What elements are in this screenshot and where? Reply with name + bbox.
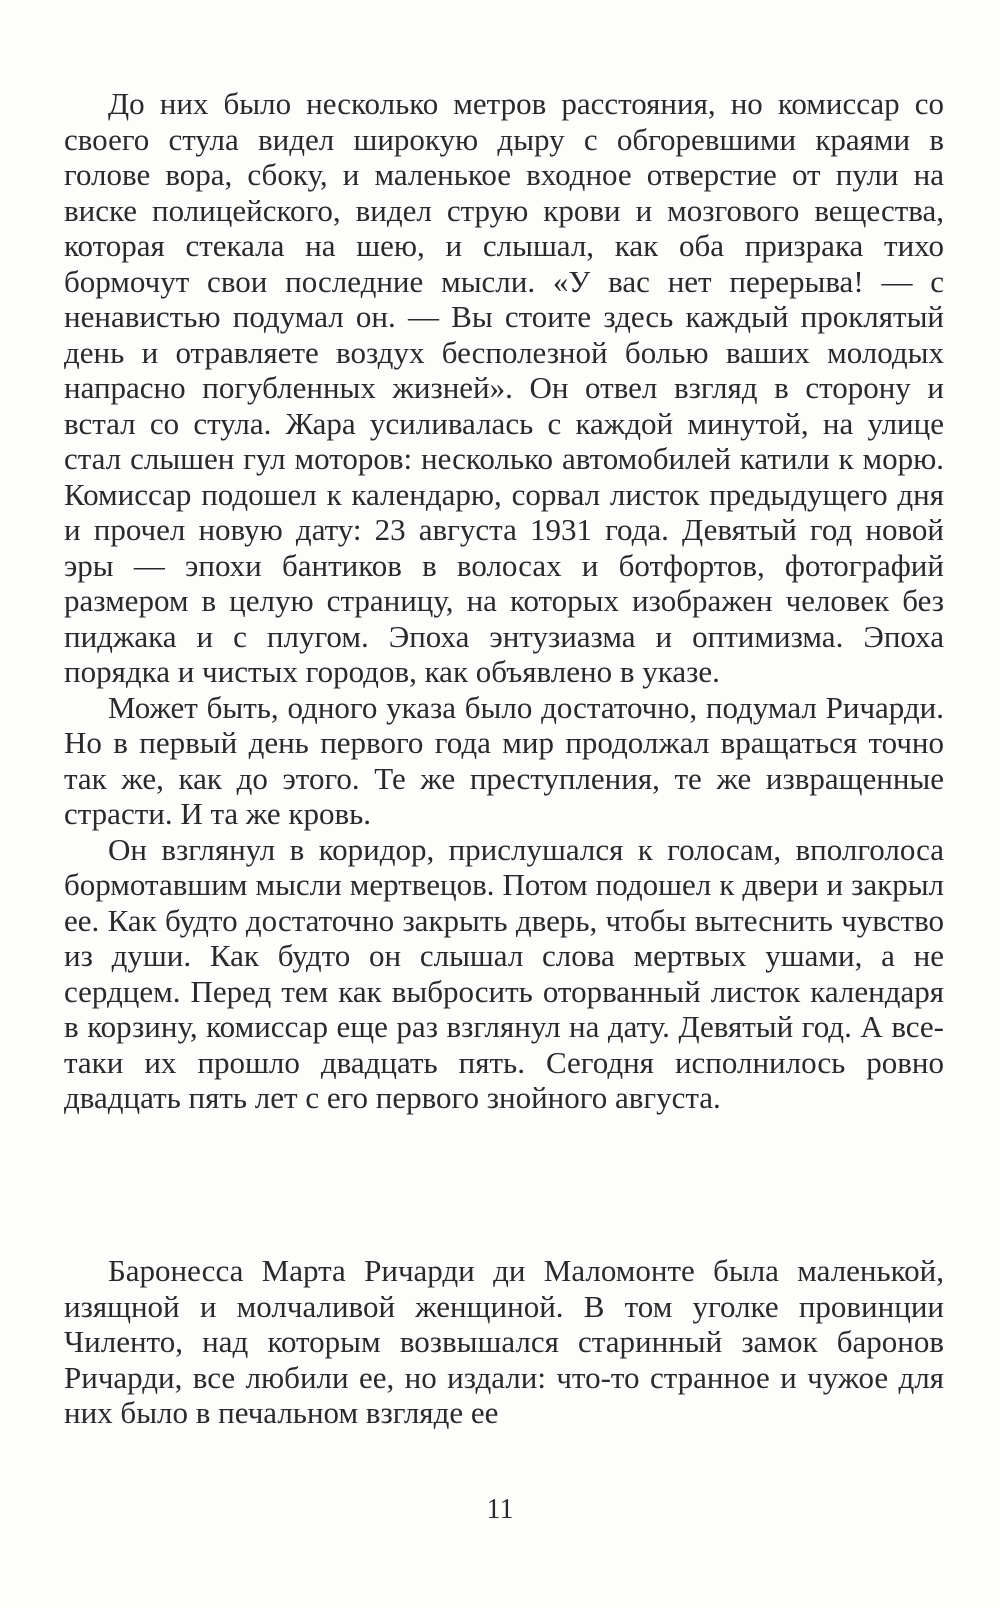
paragraph: До них было несколько метров расстояния, но комиссар со своего стула видел широкую дыру с обгоревшими краями в голове вора, сбоку, и маленькое входное отверстие от пули на виске полицейского, видел струю крови и мозгового вещества, которая стекала на шею, и слышал, как оба призрака тихо бормочут свои последние мысли. «У вас нет перерыва! — с ненавистью подумал он. — Вы стоите здесь каждый проклятый день и отравляете воздух бесполезной болью ваших молодых напрасно погубленных жизней». Он отвел взгляд в сторону и встал со стула. Жара усиливалась с каждой минутой, на улице стал слышен гул моторов: несколько автомобилей катили к морю. Комиссар подошел к календарю, сорвал листок предыдущего дня и прочел новую дату: 23 августа 1931 года. Девятый год новой эры — эпохи бантиков в волосах и ботфортов, фотографий размером в целую страницу, на которых изображен человек без пиджака и с плугом. Эпоха энтузиазма и оптимизма. Эпоха порядка и чистых городов, как объявлено в указе.: [64, 86, 944, 689]
section-text: [64, 1253, 944, 1431]
section-text: [64, 86, 944, 1116]
paragraph: Может быть, одного указа было достаточно, подумал Ричарди. Но в первый день первого года мир продолжал вращаться точно так же, как до этого. Те же преступления, те же извращенные страсти. И та же кровь.: [64, 689, 944, 831]
paragraph: Он взглянул в коридор, прислушался к голосам, вполголоса бормотавшим мысли мертвецов. Потом подошел к двери и закрыл ее. Как будто достаточно закрыть дверь, чтобы вытеснить чувство из души. Как будто он слышал слова мертвых ушами, а не сердцем. Перед тем как выбросить оторванный листок календаря в корзину, комиссар еще раз взглянул на дату. Девятый год. А все-таки их прошло двадцать пять. Сегодня исполнилось ровно двадцать пять лет с его первого знойного августа.: [64, 831, 944, 1115]
paragraph: Баронесса Марта Ричарди ди Маломонте была маленькой, изящной и молчаливой женщиной. В том уголке провинции Чиленто, над которым возвышался старинный замок баронов Ричарди, все любили ее, но издали: что-то странное и чужое для них было в печальном взгляде ее: [64, 1253, 944, 1430]
page-number: 11: [486, 1494, 514, 1525]
